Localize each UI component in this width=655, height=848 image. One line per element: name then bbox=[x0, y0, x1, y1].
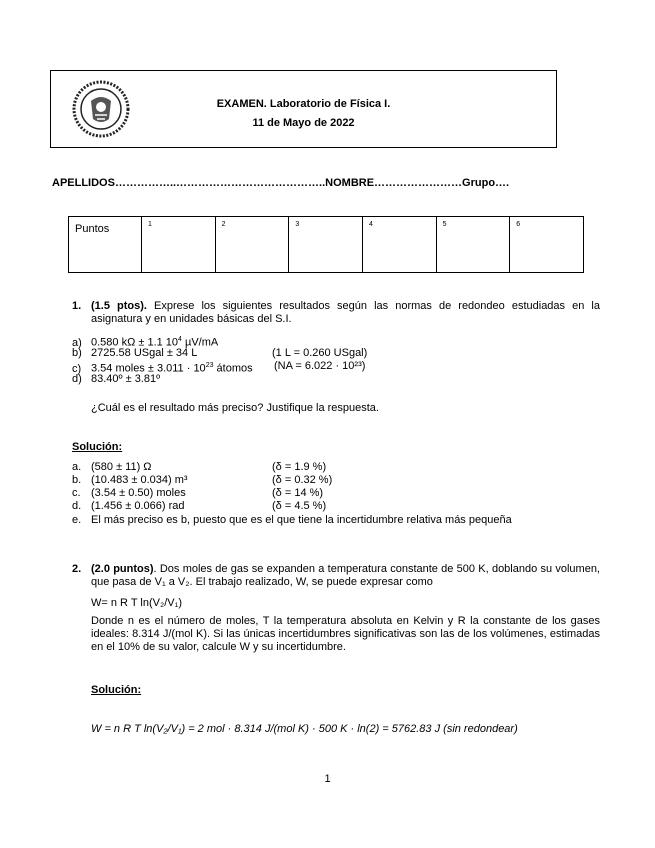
student-fields: APELLIDOS……………..…………………………………..NOMBRE……………………Grupo…. bbox=[52, 177, 510, 189]
solution-1-rel-b: (δ = 0.32 %) bbox=[272, 474, 333, 486]
question-2-points: (2.0 puntos) bbox=[91, 563, 154, 575]
points-cell-4[interactable]: 4 bbox=[362, 217, 436, 273]
solution-1-rel-c: (δ = 14 %) bbox=[272, 487, 324, 499]
question-1-number: 1. bbox=[72, 300, 82, 312]
q2-description: Donde n es el número de moles, T la temperatura absoluta en Kelvin y R la constante de los gases ideales: 8.314 J/(mol K). Si las únicas incertidumbres significativas son las de los volúmenes, estimadas en el 10% de su valor, calcule W y su incertidumbre. bbox=[91, 615, 600, 653]
question-2-number: 2. bbox=[72, 563, 82, 575]
solution-1-row-b: b. (10.483 ± 0.034) m³ bbox=[72, 474, 188, 486]
points-cell-5[interactable]: 5 bbox=[436, 217, 510, 273]
solution-1-row-c: c. (3.54 ± 0.50) moles bbox=[72, 487, 186, 499]
solution-1-rel-d: (δ = 4.5 %) bbox=[272, 500, 327, 512]
q1-item-d: d) 83.40º ± 3.81º bbox=[72, 373, 161, 385]
q2-formula: W= n R T ln(V₂/V₁) bbox=[91, 597, 183, 609]
solution-1-row-e: e. El más preciso es b, puesto que es el que tiene la incertidumbre relativa más pequeña bbox=[72, 514, 512, 526]
points-label: Puntos bbox=[69, 217, 142, 273]
points-cell-2[interactable]: 2 bbox=[215, 217, 289, 273]
question-1 bbox=[72, 300, 600, 326]
points-cell-6[interactable]: 6 bbox=[510, 217, 584, 273]
q1-item-b: b) 2725.58 USgal ± 34 L bbox=[72, 347, 198, 359]
points-cell-3[interactable]: 3 bbox=[289, 217, 363, 273]
points-table bbox=[68, 216, 584, 273]
solution-1-heading: Solución: bbox=[72, 441, 123, 453]
page-number: 1 bbox=[324, 773, 331, 785]
solution-2-equation: W = n R T ln(V₂/V₁) = 2 mol · 8.314 J/(mol K) · 500 K · ln(2) = 5762.83 J (sin redondear) bbox=[91, 723, 518, 735]
solution-1-row-a: a. (580 ± 11) Ω bbox=[72, 461, 152, 473]
exam-header bbox=[50, 70, 557, 148]
solution-2-heading: Solución: bbox=[91, 684, 142, 696]
solution-1-row-d: d. (1.456 ± 0.066) rad bbox=[72, 500, 185, 512]
question-2-statement: . Dos moles de gas se expanden a temperatura constante de 500 K, doblando su volumen, que pasa de V₁ a V₂. El trabajo realizado, W, se puede expresar como bbox=[91, 563, 600, 588]
q1-item-c-note: (NA = 6.022 · 10²³) bbox=[274, 360, 366, 372]
points-cell-1[interactable]: 1 bbox=[142, 217, 216, 273]
q1-item-c: c) 3.54 moles ± $3.011 \cdot 10^{23}$ átomos bbox=[72, 362, 253, 375]
q1-item-b-note: (1 L = 0.260 USgal) bbox=[272, 347, 368, 359]
question-2 bbox=[72, 563, 600, 589]
exam-date: 11 de Mayo de 2022 bbox=[252, 117, 355, 129]
exam-title bbox=[51, 95, 556, 133]
q1-item-a: a) 0.580 kΩ ± 1.1 $10^4$ µV/mA bbox=[72, 336, 219, 349]
exam-title-line1: EXAMEN. Laboratorio de Física I. bbox=[216, 98, 391, 110]
q1-question: ¿Cuál es el resultado más preciso? Justifique la respuesta. bbox=[91, 402, 379, 414]
question-1-statement: Exprese los siguientes resultados según las normas de redondeo estudiadas en la asignatura y en unidades básicas del S.I. bbox=[91, 300, 600, 325]
solution-1-rel-a: (δ = 1.9 %) bbox=[272, 461, 327, 473]
question-1-points: (1.5 ptos). bbox=[91, 300, 147, 312]
